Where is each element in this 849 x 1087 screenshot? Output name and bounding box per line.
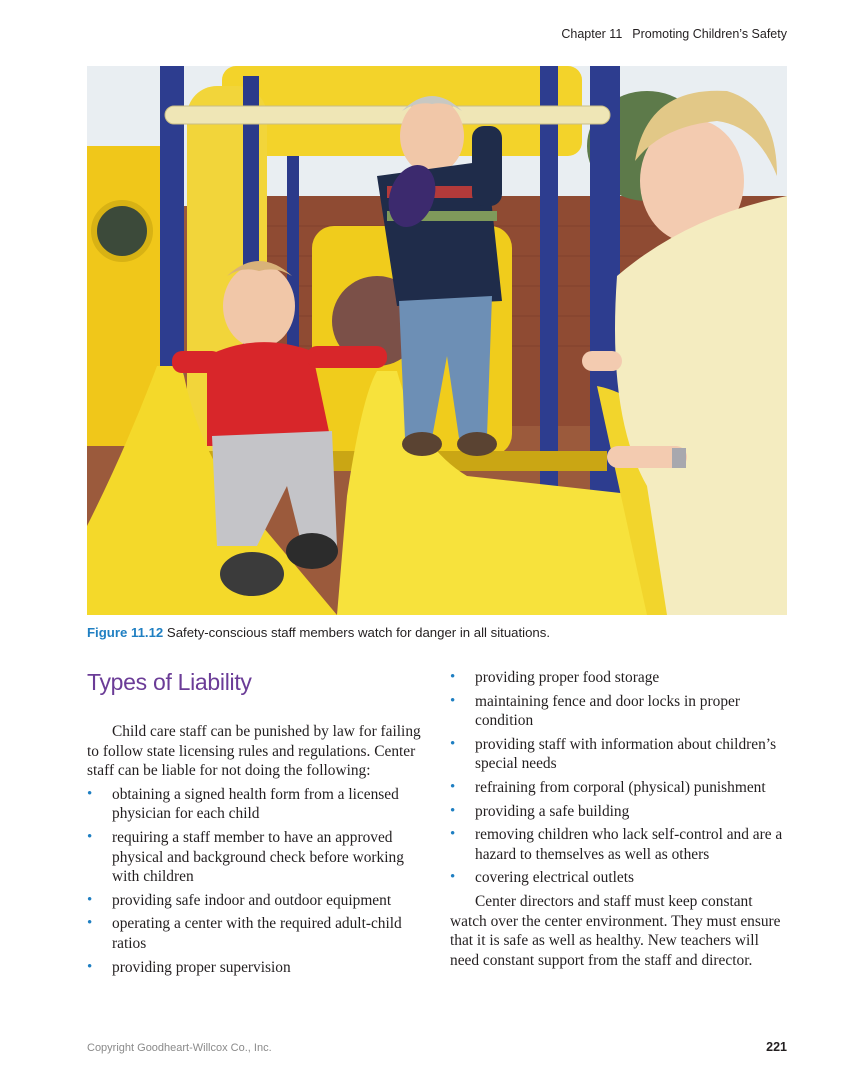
list-item-text: operating a center with the required adult-child ratios <box>112 915 402 952</box>
figure-caption <box>87 625 787 640</box>
list-item <box>87 785 432 824</box>
list-item <box>450 802 790 822</box>
left-column <box>87 668 432 981</box>
list-item <box>87 914 432 953</box>
list-item <box>450 778 790 798</box>
list-item-text: providing proper food storage <box>475 669 660 686</box>
liability-list-right <box>450 668 790 888</box>
bullet-icon: • <box>87 828 93 845</box>
list-item <box>87 958 432 978</box>
bullet-icon: • <box>450 692 456 709</box>
bullet-icon: • <box>450 802 456 819</box>
bullet-icon: • <box>450 869 456 886</box>
running-head <box>561 27 787 41</box>
list-item <box>450 735 790 774</box>
closing-paragraph: Center directors and staff must keep constant watch over the center environment. They must ensure that it is safe as well as healthy. New teachers will need constant support from the staff and director. <box>450 892 781 969</box>
bullet-icon: • <box>87 958 93 975</box>
list-item <box>450 692 790 731</box>
list-item-text: refraining from corporal (physical) punishment <box>475 778 766 796</box>
list-item <box>450 668 790 688</box>
chapter-number: Chapter 11 <box>561 27 623 41</box>
liability-list-left <box>87 785 432 977</box>
intro-paragraph: Child care staff can be punished by law for failing to follow state licensing rules and regulations. Center staff can be liable for not doing the following: <box>87 723 421 780</box>
figure-photo <box>87 66 787 615</box>
list-item-text: providing staff with information about children’s special needs <box>475 735 777 773</box>
bullet-icon: • <box>450 778 456 795</box>
list-item-text: providing proper supervision <box>112 958 291 976</box>
page-number: 221 <box>766 1040 787 1054</box>
figure-caption-text: Safety-conscious staff members watch for danger in all situations. <box>166 625 551 640</box>
bullet-icon: • <box>87 891 93 908</box>
bullet-icon: • <box>87 915 93 932</box>
bullet-icon: • <box>450 735 456 752</box>
list-item-text: removing children who lack self-control and are a hazard to themselves as well as others <box>475 826 783 863</box>
list-item-text: providing a safe building <box>475 802 630 820</box>
list-item <box>87 828 432 887</box>
copyright: Copyright Goodheart-Willcox Co., Inc. <box>87 1042 272 1054</box>
bullet-icon: • <box>87 785 93 802</box>
section-heading: Types of Liability <box>87 669 252 695</box>
right-column <box>450 668 790 970</box>
list-item-text: covering electrical outlets <box>475 869 634 887</box>
playground-photo-illustration <box>87 66 787 615</box>
bullet-icon: • <box>450 826 456 843</box>
bullet-icon: • <box>450 669 456 685</box>
list-item-text: maintaining fence and door locks in proper condition <box>475 692 740 730</box>
figure-label: Figure 11.12 <box>87 625 164 640</box>
list-item-text: obtaining a signed health form from a licensed physician for each child <box>112 785 399 823</box>
list-item-text: providing safe indoor and outdoor equipment <box>112 891 392 909</box>
list-item-text: requiring a staff member to have an approved physical and background check before working with children <box>112 828 404 886</box>
list-item <box>87 891 432 911</box>
list-item <box>450 825 790 864</box>
list-item <box>450 868 790 888</box>
chapter-title: Promoting Children’s Safety <box>632 27 787 41</box>
